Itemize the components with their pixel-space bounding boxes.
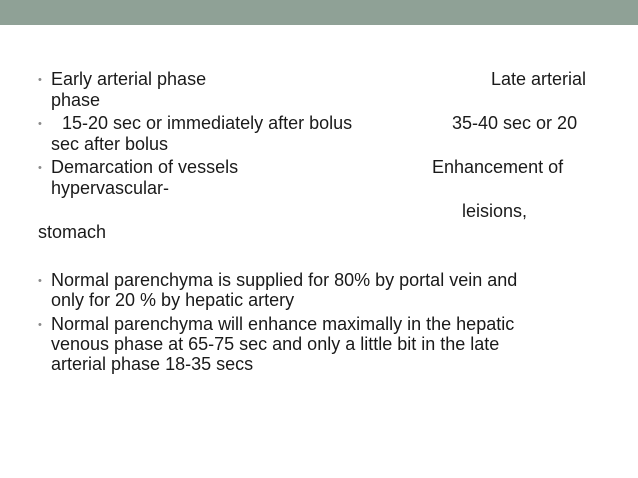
row3-wrap: hypervascular-: [51, 178, 170, 198]
bullet-2-line-3: arterial phase 18-35 secs: [51, 354, 254, 374]
bullet-2-line-1: Normal parenchyma will enhance maximally in the hepatic: [51, 314, 515, 334]
header-bar: [0, 0, 638, 25]
bullet-icon: •: [38, 319, 42, 331]
row2-left: 15-20 sec or immediately after bolus: [62, 113, 353, 133]
row1-right: Late arterial: [491, 69, 587, 89]
row3-left: Demarcation of vessels: [51, 157, 239, 177]
row2-right: 35-40 sec or 20: [452, 113, 578, 133]
bullet-2-line-2: venous phase at 65-75 sec and only a little bit in the late: [51, 334, 500, 354]
bullet-1-line-2: only for 20 % by hepatic artery: [51, 290, 295, 310]
bullet-icon: •: [38, 74, 42, 86]
row2-wrap: sec after bolus: [51, 134, 169, 154]
row1-wrap: phase: [51, 90, 101, 110]
bullet-icon: •: [38, 275, 42, 287]
bullet-icon: •: [38, 162, 42, 174]
bullet-1-line-1: Normal parenchyma is supplied for 80% by portal vein and: [51, 270, 518, 290]
row3-extra-left: stomach: [38, 222, 107, 242]
row3-right: Enhancement of: [432, 157, 564, 177]
row3-extra-right: leisions,: [462, 201, 528, 221]
bullet-icon: •: [38, 118, 42, 130]
row1-left: Early arterial phase: [51, 69, 207, 89]
